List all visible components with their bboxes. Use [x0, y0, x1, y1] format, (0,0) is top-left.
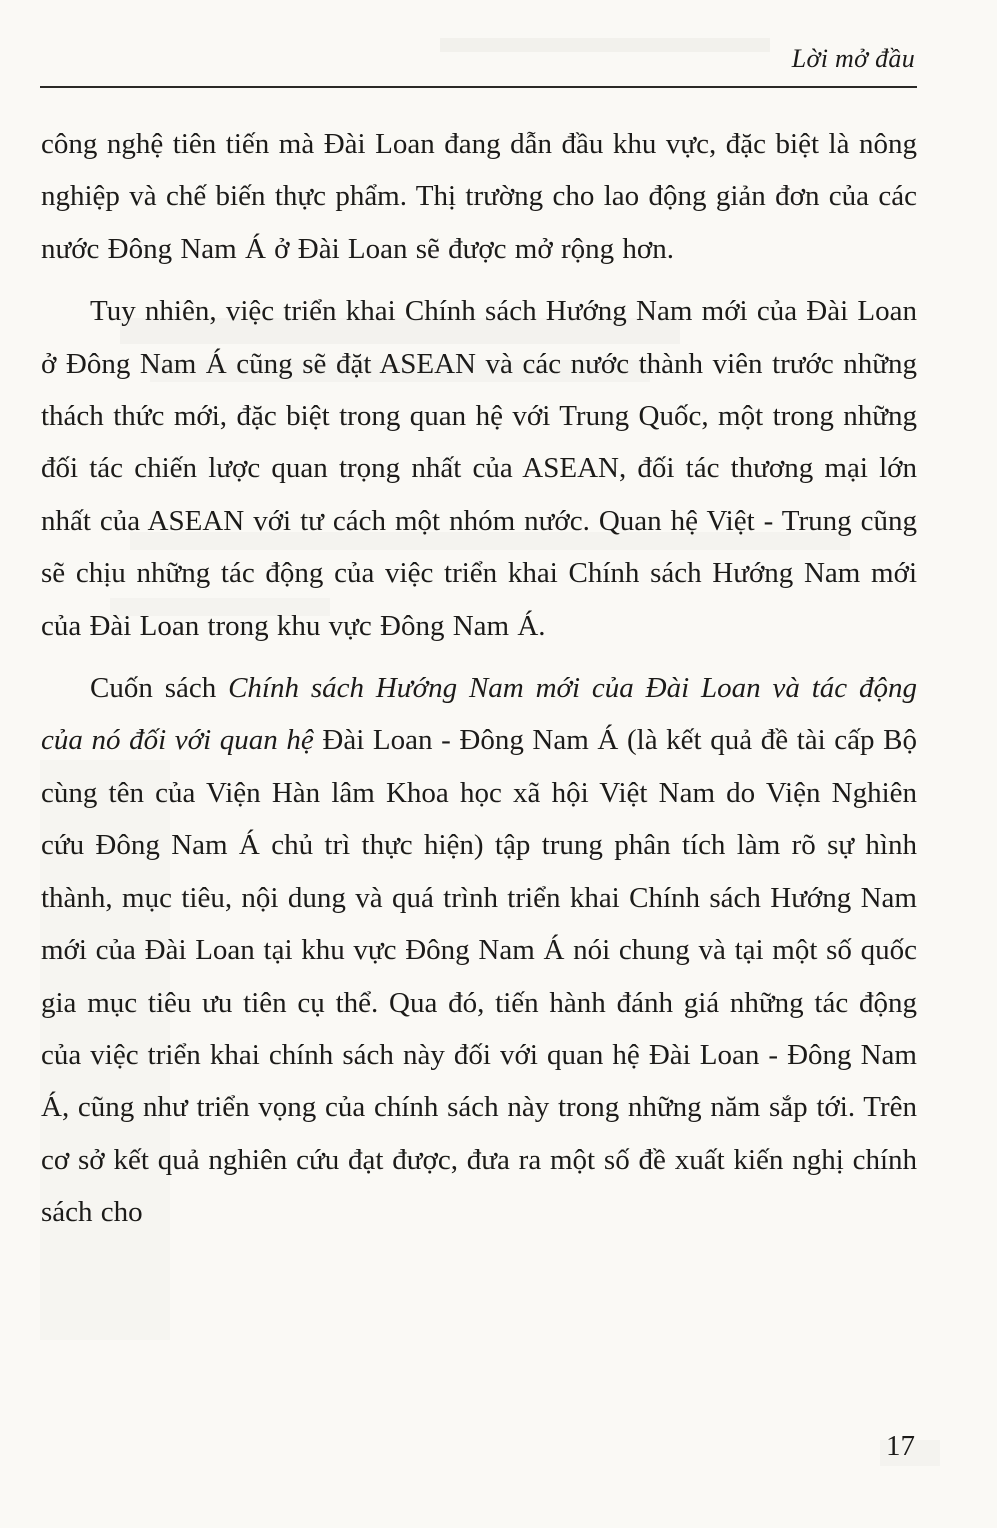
paragraph-3-lead: Cuốn sách — [90, 672, 229, 705]
page-number: 17 — [886, 1430, 915, 1462]
book-title-italic: Chính sách Hướng Nam mới của Đài Loan và tác động của nó đối với quan hệ — [41, 672, 918, 757]
paragraph-2: Tuy nhiên, việc triển khai Chính sách Hướng Nam mới của Đài Loan ở Đông Nam Á cũng sẽ đặt ASEAN và các nước thành viên trước những thách thức mới, đặc biệt trong quan hệ với Trung Quốc, một trong những đối tác chiến lược quan trọng nhất của ASEAN, đối tác thương mại lớn nhất của ASEAN với tư cách một nhóm nước. Quan hệ Việt - Trung cũng sẽ chịu những tác động của việc triển khai Chính sách Hướng Nam mới của Đài Loan trong khu vực Đông Nam Á. — [41, 295, 917, 642]
paragraph-3 — [41, 662, 917, 1238]
body-text — [41, 118, 917, 1249]
show-through-header-line — [440, 38, 770, 52]
running-head: Lời mở đầu — [791, 44, 915, 73]
header-rule — [40, 86, 917, 88]
paragraph-1: công nghệ tiên tiến mà Đài Loan đang dẫn đầu khu vực, đặc biệt là nông nghiệp và chế biến thực phẩm. Thị trường cho lao động giản đơn của các nước Đông Nam Á ở Đài Loan sẽ được mở rộng hơn. — [41, 128, 917, 265]
paragraph-3-rest: Đài Loan - Đông Nam Á (là kết quả đề tài cấp Bộ cùng tên của Viện Hàn lâm Khoa học xã hội Việt Nam do Viện Nghiên cứu Đông Nam Á chủ trì thực hiện) tập trung phân tích làm rõ sự hình thành, mục tiêu, nội dung và quá trình triển khai Chính sách Hướng Nam mới của Đài Loan tại khu vực Đông Nam Á nói chung và tại một số quốc gia mục tiêu ưu tiên cụ thể. Qua đó, tiến hành đánh giá những tác động của việc triển khai chính sách này đối với quan hệ Đài Loan - Đông Nam Á, cũng như triển vọng của chính sách này trong những năm sắp tới. Trên cơ sở kết quả nghiên cứu đạt được, đưa ra một số đề xuất kiến nghị chính sách cho — [41, 724, 917, 1229]
